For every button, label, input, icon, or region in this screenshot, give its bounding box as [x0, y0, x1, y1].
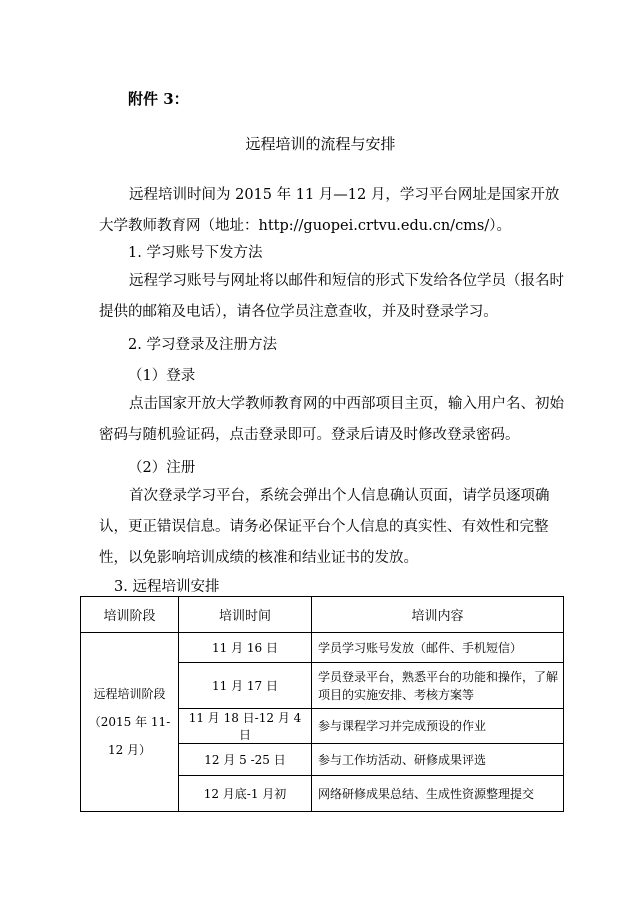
attachment-label: 附件 3：: [128, 90, 189, 108]
schedule-table: [80, 596, 564, 812]
header-content: 培训内容: [312, 597, 564, 633]
section1-heading: 1. 学习账号下发方法: [128, 245, 263, 261]
table-header-row: [81, 597, 564, 633]
content-cell: 参与课程学习并完成预设的作业: [312, 709, 564, 744]
time-cell: 11 月 17 日: [179, 663, 312, 709]
header-time: 培训时间: [179, 597, 312, 633]
login-paragraph: [99, 389, 564, 451]
page-title: 远程培训的流程与安排: [245, 135, 396, 153]
stage-period: （2015 年 11-12 月）: [88, 715, 171, 757]
register-paragraph: [99, 481, 564, 574]
intro-paragraph: [99, 180, 564, 242]
section1-text: 远程学习账号与网址将以邮件和短信的形式下发给各位学员（报名时提供的邮箱及电话），请各位学员注意查收，并及时登录学习。: [99, 273, 564, 320]
login-text: 点击国家开放大学教师教育网的中西部项目主页，输入用户名、初始密码与随机验证码，点击登录即可。登录后请及时修改登录密码。: [99, 396, 564, 443]
section1-paragraph: [99, 266, 564, 328]
header-stage: 培训阶段: [81, 597, 179, 633]
register-text: 首次登录学习平台，系统会弹出个人信息确认页面，请学员逐项确认，更正错误信息。请务必保证平台个人信息的真实性、有效性和完整性，以免影响培训成绩的核准和结业证书的发放。: [99, 488, 550, 566]
intro-text: 远程培训时间为 2015 年 11 月—12 月，学习平台网址是国家开放大学教师教育网（地址：http://guopei.crtvu.edu.cn/cms/）。: [99, 187, 560, 234]
table-row: [81, 633, 564, 663]
register-heading: （2）注册: [128, 460, 196, 476]
stage-cell: [81, 633, 179, 812]
time-cell: 12 月 5 -25 日: [179, 744, 312, 776]
section3-heading: 3. 远程培训安排: [114, 579, 220, 595]
time-cell: 11 月 16 日: [179, 633, 312, 663]
stage-name: 远程培训阶段: [93, 687, 166, 701]
content-cell: 学员登录平台，熟悉平台的功能和操作，了解项目的实施安排、考核方案等: [312, 663, 564, 709]
content-cell: 网络研修成果总结、生成性资源整理提交: [312, 776, 564, 812]
section2-heading: 2. 学习登录及注册方法: [128, 337, 277, 353]
time-cell: 12 月底-1 月初: [179, 776, 312, 812]
login-heading: （1）登录: [128, 368, 196, 384]
time-cell: 11 月 18 日-12 月 4 日: [179, 709, 312, 744]
content-cell: 参与工作坊活动、研修成果评选: [312, 744, 564, 776]
content-cell: 学员学习账号发放（邮件、手机短信）: [312, 633, 564, 663]
